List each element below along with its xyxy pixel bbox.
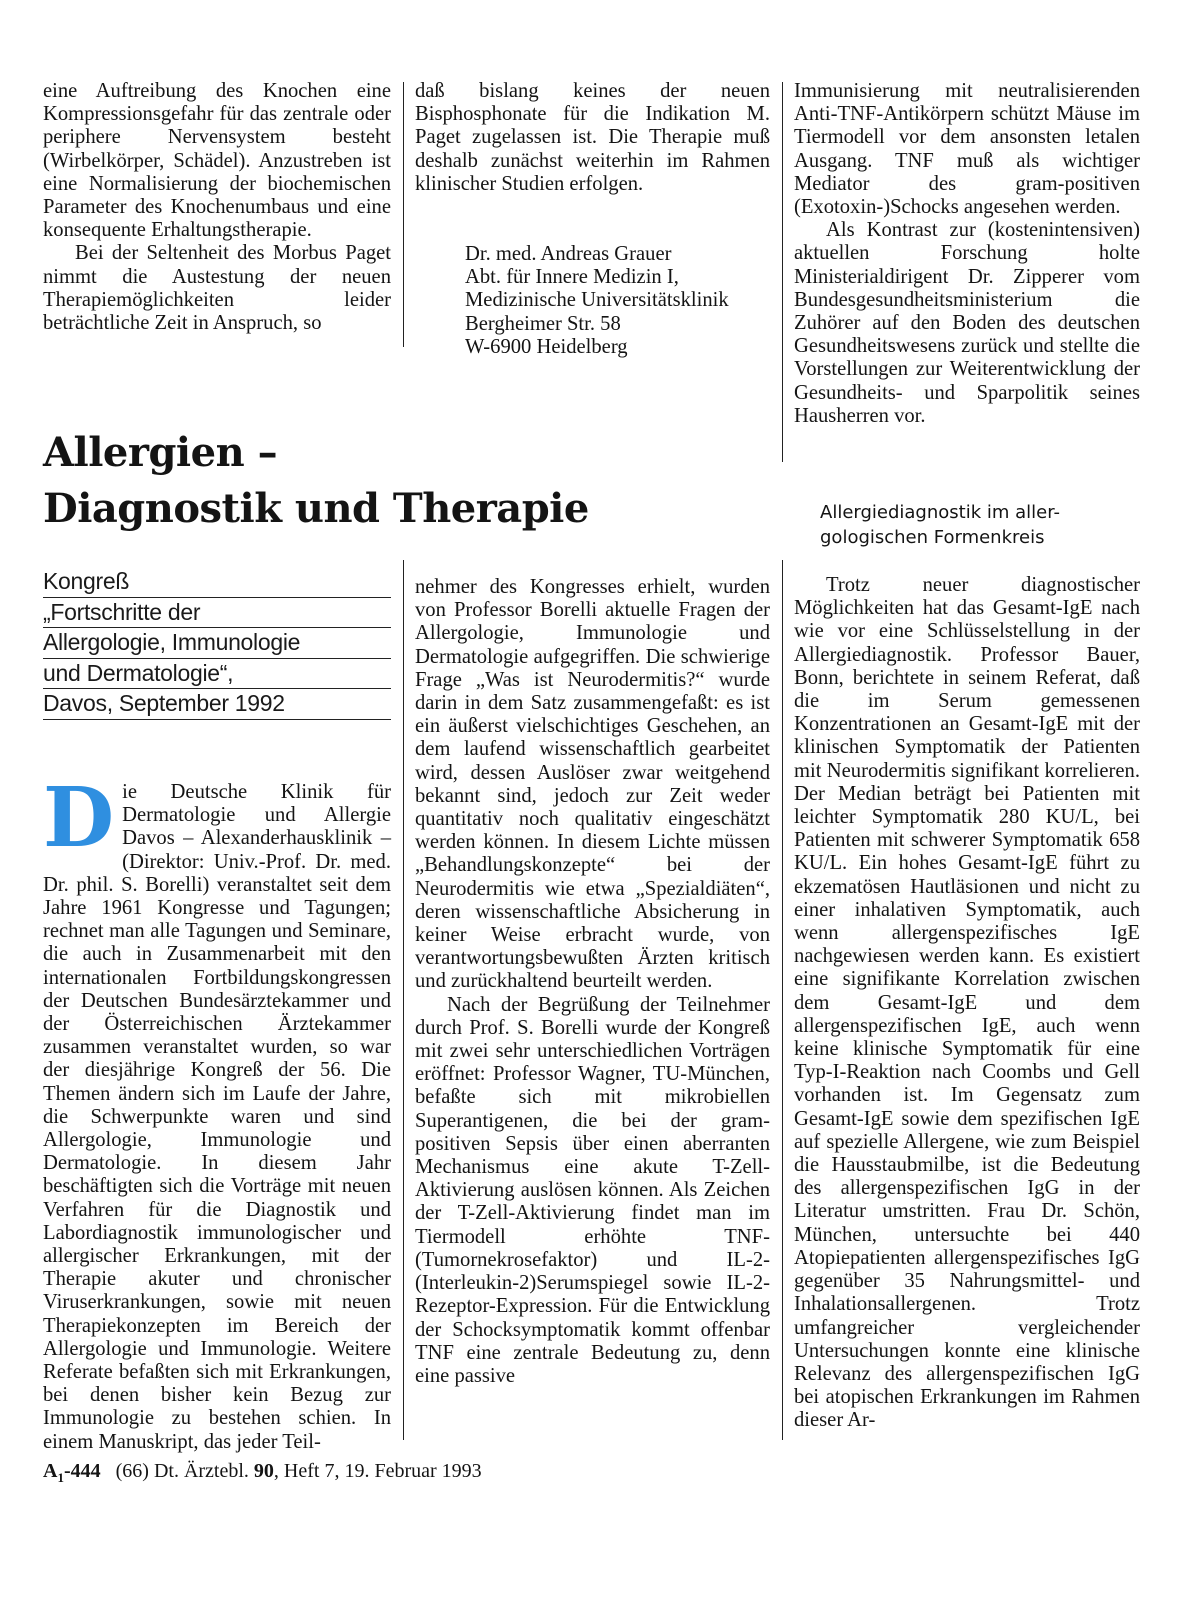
top-column-1 (43, 80, 391, 335)
section-subheading (820, 500, 1140, 550)
address-line: Bergheimer Str. 58 (465, 312, 621, 335)
article-column-1 (43, 770, 391, 1454)
page-footer (43, 1460, 482, 1486)
kongress-info (43, 567, 391, 720)
paragraph: Immunisierung mit neutralisierenden Anti-TNF-Antikörpern schützt Mäuse im Tiermodell vor dem ansonsten letalen Ausgang. TNF muß als wichtiger Mediator des gram-positiven (Exotoxin-)Schocks angesehen werden. (794, 80, 1140, 219)
kongress-line: Allergologie, Immunologie (43, 628, 391, 659)
column-divider (403, 560, 404, 1440)
kongress-line: Davos, September 1992 (43, 689, 391, 720)
top-column-3 (794, 80, 1140, 428)
page-number: $A_1-444$ (43, 1460, 101, 1485)
subheading-line: Allergiediagnostik im aller- (820, 502, 1060, 523)
address-line: W-6900 Heidelberg (465, 335, 628, 358)
kongress-line: „Fortschritte der (43, 598, 391, 629)
paragraph: Als Kontrast zur (kostenintensiven) aktuellen Forschung holte Ministerialdirigent Dr. Zipperer vom Bundesgesundheitsministerium die Zuhörer auf den Boden des deutschen Gesundheitswesens zurück und stellte die Vorstellungen zur Weiterentwicklung der Gesundheits- und Sparpolitik seines Hausherren vor. (794, 219, 1140, 427)
issue-info: (66) Dt. Ärztebl. 90, Heft 7, 19. Februar 1993 (115, 1460, 482, 1482)
column-divider (782, 560, 783, 1440)
address-line: Abt. für Innere Medizin I, (465, 266, 679, 289)
paragraph: Bei der Seltenheit des Morbus Paget nimmt die Austestung der neuen Therapiemöglichkeiten leider beträchtliche Zeit in Anspruch, so (43, 242, 391, 335)
paragraph (43, 770, 391, 1454)
paragraph-text: ie Deutsche Klinik für Dermatologie und Allergie Davos – Alexanderhausklinik – (Direktor: Univ.-Prof. Dr. med. Dr. phil. S. Borelli) veranstaltet seit dem Jahre 1961 Kongresse und Tagungen; rechnet man alle Tagungen und Seminare, die auch in Zusammenarbeit mit den internationalen Fortbildungskongressen der Deutschen Bundesärztekammer und der Österreichischen Ärztekammer zusammen veranstaltet wurden, so war der diesjährige Kongreß der 56. Die Themen ändern sich im Laufe der Jahre, die Schwerpunkte waren und sind Allergologie, Immunologie und Dermatologie. In diesem Jahr beschäftigten sich die Vorträge mit neuen Verfahren für die Diagnostik und Labordiagnostik immunologischer und allergischer Erkrankungen, mit der Therapie akuter und chronischer Viruserkrankungen, sowie mit neuen Therapiekonzepten im Bereich der Allergologie und Immunologie. Weitere Referate befaßten sich mit Erkrankungen, bei denen bisher kein Bezug zur Immunologie zu bestehen schien. In einem Manuskript, das jeder Teil- (43, 781, 391, 1453)
article-title (43, 425, 743, 537)
top-column-2 (415, 80, 770, 196)
drop-cap: D (43, 770, 115, 866)
address-line: Dr. med. Andreas Grauer (465, 243, 672, 265)
article-column-2 (415, 576, 770, 1388)
title-line: Diagnostik und Therapie (43, 485, 589, 532)
paragraph: Nach der Begrüßung der Teilnehmer durch Prof. S. Borelli wurde der Kongreß mit zwei sehr unterschiedlichen Vorträgen eröffnet: Professor Wagner, TU-München, befaßte sich mit mikrobiellen Superantigenen, die bei der gram-positiven Sepsis über einen aberranten Mechanismus eine akute T-Zell-Aktivierung auslösen können. Als Zeichen der T-Zell-Aktivierung findet man im Tiermodell erhöhte TNF-(Tumornekrosefaktor) und IL-2-(Interleukin-2)Serumspiegel sowie IL-2-Rezeptor-Expression. Für die Entwicklung der Schocksymptomatik kommt offenbar TNF eine zentrale Bedeutung zu, denn eine passive (415, 993, 770, 1387)
kongress-line: Kongreß (43, 567, 391, 598)
article-column-3 (794, 574, 1140, 1433)
column-divider (782, 82, 783, 462)
address-line: Medizinische Universitätsklinik (465, 289, 729, 312)
paragraph: nehmer des Kongresses erhielt, wurden von Professor Borelli aktuelle Fragen der Allergologie, Immunologie und Dermatologie aufgegriffen. Die schwierige Frage „Was ist Neurodermitis?“ wurde darin in dem Satz zusammengefaßt: es ist ein äußerst vielschichtiges Geschehen, an dem laufend wissenschaftlich gearbeitet wird, dessen Auslöser zwar weitgehend bekannt sind, jedoch zur Zeit weder quantitativ noch qualitativ eingeschätzt werden können. In diesem Lichte müssen „Behandlungskonzepte“ bei der Neurodermitis wie etwa „Spezialdiäten“, deren wissenschaftliche Absicherung in keiner Weise erbracht wurde, von verantwortungsbewußten Ärzten kritisch und zurückhaltend beurteilt werden. (415, 576, 770, 993)
title-line: Allergien – (43, 429, 278, 476)
paragraph: eine Auftreibung des Knochen eine Kompressionsgefahr für das zentrale oder periphere Nervensystem besteht (Wirbelkörper, Schädel). Anzustreben ist eine Normalisierung der biochemischen Parameter des Knochenumbaus und eine konsequente Erhaltungstherapie. (43, 80, 391, 242)
paragraph: Trotz neuer diagnostischer Möglichkeiten hat das Gesamt-IgE nach wie vor eine Schlüsselstellung in der Allergiediagnostik. Professor Bauer, Bonn, berichtete in seinem Referat, daß die im Serum gemessenen Konzentrationen an Gesamt-IgE mit der klinischen Symptomatik der Patienten mit Neurodermitis signifikant korrelieren. Der Median beträgt bei Patienten mit leichter Symptomatik 280 KU/L, bei Patienten mit schwerer Symptomatik 658 KU/L. Ein hohes Gesamt-IgE führt zu ekzematösen Hautläsionen und nicht zu einer inhalativen Symptomatik, auch wenn allergenspezifisches IgE nachgewiesen werden kann. Es existiert eine signifikante Korrelation zwischen dem Gesamt-IgE und dem allergenspezifischen IgE, auch wenn keine klinische Symptomatik für eine Typ-I-Reaktion nach Coombs und Gell vorhanden ist. Im Gegensatz zum Gesamt-IgE sowie dem spezifischen IgE auf spezielle Allergene, wie zum Beispiel die Hausstaubmilbe, ist die Bedeutung des allergenspezifischen IgG in der Literatur umstritten. Frau Dr. Schön, München, untersuchte bei 440 Atopiepatienten allergenspezifisches IgG gegenüber 35 Nahrungsmittel- und Inhalationsallergenen. Trotz umfangreicher vergleichender Untersuchungen konnte eine klinische Relevanz des allergenspezifischen IgG bei atopischen Erkrankungen im Rahmen dieser Ar- (794, 574, 1140, 1432)
paragraph: daß bislang keines der neuen Bisphosphonate für die Indikation M. Paget zugelassen ist. Die Therapie muß deshalb zunächst weiterhin im Rahmen klinischer Studien erfolgen. (415, 80, 770, 195)
column-divider (403, 82, 404, 347)
subheading-line: gologischen Formenkreis (820, 527, 1045, 548)
kongress-line: und Dermatologie“, (43, 659, 391, 690)
author-address (465, 243, 785, 359)
